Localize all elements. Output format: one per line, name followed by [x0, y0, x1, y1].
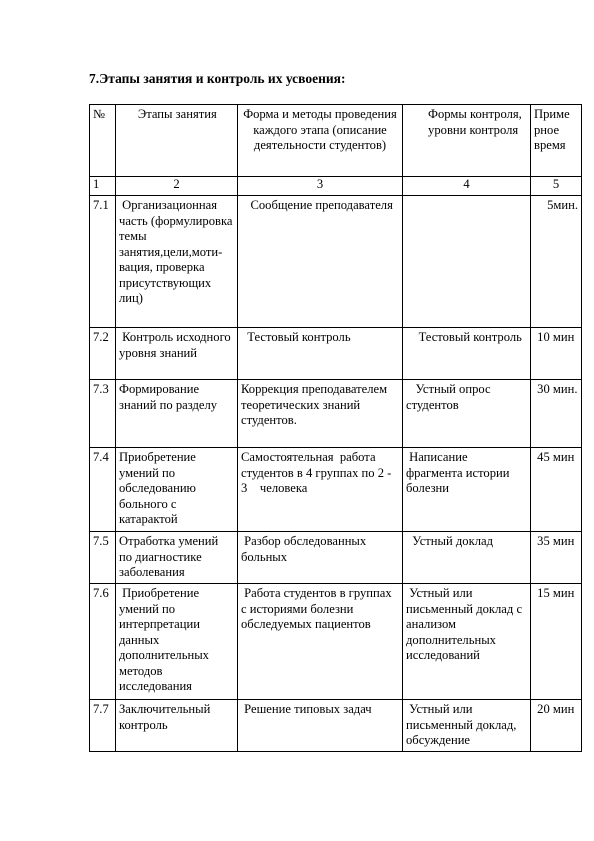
header-stage: Этапы занятия: [116, 105, 238, 177]
column-number: 4: [403, 177, 531, 196]
column-number: 1: [90, 177, 116, 196]
table-row: [90, 532, 582, 584]
column-number: 5: [531, 177, 582, 196]
column-number: 2: [116, 177, 238, 196]
row-method: Сообщение преподавателя: [238, 196, 403, 328]
row-time: 5мин.: [531, 196, 582, 328]
row-number: 7.4: [90, 448, 116, 532]
row-number: 7.1: [90, 196, 116, 328]
table-row: [90, 196, 582, 328]
row-number: 7.7: [90, 700, 116, 752]
header-time: Приме рное время: [531, 105, 582, 177]
row-control: Устный доклад: [403, 532, 531, 584]
row-control: Устный или письменный доклад с анализом дополнительных исследований: [403, 584, 531, 700]
row-method: Коррекция преподавателем теоретических знаний студентов.: [238, 380, 403, 448]
row-time: 10 мин: [531, 328, 582, 380]
column-number-row: [90, 177, 582, 196]
row-time: 30 мин.: [531, 380, 582, 448]
row-stage: Формирование знаний по разделу: [116, 380, 238, 448]
row-stage: Отработка умений по диагностике заболевания: [116, 532, 238, 584]
column-number: 3: [238, 177, 403, 196]
row-time: 15 мин: [531, 584, 582, 700]
row-method: Самостоятельная работа студентов в 4 группах по 2 - 3 человека: [238, 448, 403, 532]
row-method: Тестовый контроль: [238, 328, 403, 380]
row-control: Устный опрос студентов: [403, 380, 531, 448]
row-number: 7.3: [90, 380, 116, 448]
row-number: 7.5: [90, 532, 116, 584]
row-number: 7.6: [90, 584, 116, 700]
row-stage: Приобретение умений по интерпретации данных дополнительных методов исследования: [116, 584, 238, 700]
row-method: Работа студентов в группах с историями болезни обследуемых пациентов: [238, 584, 403, 700]
table-row: [90, 328, 582, 380]
header-method: Форма и методы проведения каждого этапа (описание деятельности студентов): [238, 105, 403, 177]
row-time: 20 мин: [531, 700, 582, 752]
header-number: №: [90, 105, 116, 177]
row-control: [403, 196, 531, 328]
row-control: Тестовый контроль: [403, 328, 531, 380]
row-time: 45 мин: [531, 448, 582, 532]
row-stage: Приобретение умений по обследованию больного с катарактой: [116, 448, 238, 532]
row-method: Разбор обследованных больных: [238, 532, 403, 584]
row-stage: Заключительный контроль: [116, 700, 238, 752]
row-number: 7.2: [90, 328, 116, 380]
row-method: Решение типовых задач: [238, 700, 403, 752]
header-control: Формы контроля, уровни контроля: [403, 105, 531, 177]
table-row: [90, 700, 582, 752]
row-stage: Контроль исходного уровня знаний: [116, 328, 238, 380]
row-stage: Организационная часть (формулировка темы занятия,цели,моти-вация, проверка присутствующих лиц): [116, 196, 238, 328]
row-control: Устный или письменный доклад, обсуждение: [403, 700, 531, 752]
table-row: [90, 380, 582, 448]
row-time: 35 мин: [531, 532, 582, 584]
stages-table: [89, 104, 582, 752]
table-row: [90, 448, 582, 532]
table-row: [90, 584, 582, 700]
section-heading: 7.Этапы занятия и контроль их усвоения:: [89, 71, 346, 86]
table-header-row: [90, 105, 582, 177]
row-control: Написание фрагмента истории болезни: [403, 448, 531, 532]
